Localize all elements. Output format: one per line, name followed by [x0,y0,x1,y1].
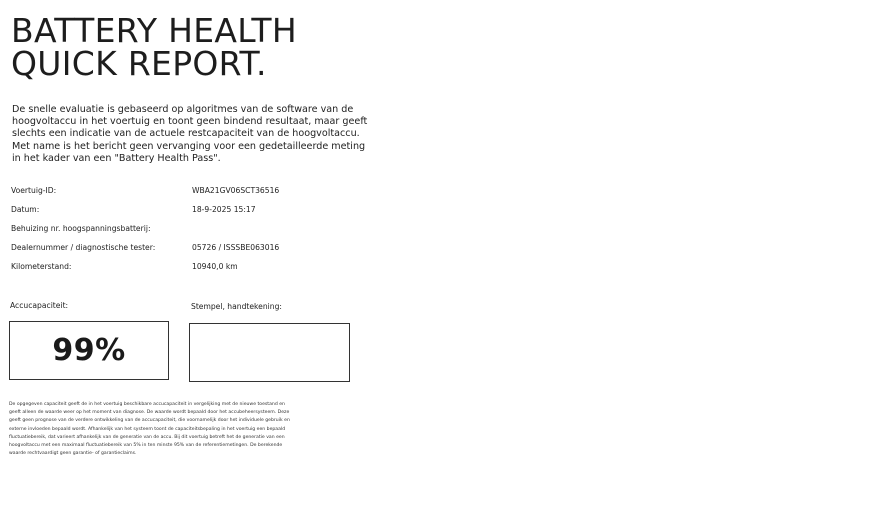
field-label: Kilometerstand: [11,262,72,271]
stamp-label: Stempel, handtekening: [191,302,282,311]
field-value: 10940,0 km [192,262,238,271]
report-title-line-2: QUICK REPORT. [11,44,267,83]
footnote-line: geeft alleen de waarde weer op het moment van diagnose. De waarde wordt bepaald door het accubeheersysteem. Deze [9,410,290,416]
disclaimer-footnote [9,401,349,458]
field-label: Dealernummer / diagnostische tester: [11,243,156,252]
stamp-signature-box [189,323,350,382]
capacity-box [9,321,169,380]
field-value: WBA21GV06SCT36516 [192,186,280,195]
field-label: Voertuig-ID: [11,186,57,195]
field-value: 05726 / ISSSBE063016 [192,243,280,252]
capacity-label: Accucapaciteit: [10,301,69,310]
field-battery-housing [11,224,351,238]
footnote-line: hoogvoltaccu met een maximaal fluctuatiebereik van 5% in ten minste 95% van de referentiemetingen. De berekende [9,443,283,449]
footnote-line: fluctuatiebereik, dat varieert afhankelijk van de generatie van de accu. Bij dit voertuig betreft het de generatie van een [9,434,285,440]
field-mileage [11,262,351,276]
field-dealer-tester [11,243,351,257]
intro-line: De snelle evaluatie is gebaseerd op algoritmes van de software van de [12,104,354,115]
footnote-line: waarde rechtvaardigt geen garantie- of garantieclaims. [9,451,137,457]
field-label: Datum: [11,205,40,214]
intro-paragraph [12,104,368,165]
capacity-value: 99% [52,333,126,368]
footnote-line: externe invloeden bepaald wordt. Afhankelijk van het systeem toont de capaciteitsbepaling in het voertuig een bepaald [9,426,286,432]
intro-line: hoogvoltaccu in het voertuig en toont geen bindend resultaat, maar geeft [12,116,368,128]
field-date [11,205,351,219]
intro-line: Met name is het bericht geen vervanging voor een gedetailleerde meting [12,140,366,152]
report-title-line-1: BATTERY HEALTH [11,11,297,50]
footnote-line: De opgegeven capaciteit geeft de in het voertuig beschikbare accucapaciteit in vergelijking met de nieuwe toestand en [9,402,285,407]
field-value: 18-9-2025 15:17 [192,205,256,214]
field-label: Behuizing nr. hoogspanningsbatterij: [11,224,151,233]
field-vehicle-id [11,186,351,200]
footnote-line: geeft geen prognose van de verdere ontwikkeling van de accucapaciteit, die voornamelijk door het individuele gebruik en [9,418,290,424]
intro-line: slechts een indicatie van de actuele restcapaciteit van de hoogvoltaccu. [12,128,360,140]
report-title [11,11,297,83]
intro-line: in het kader van een "Battery Health Pass". [12,152,221,164]
